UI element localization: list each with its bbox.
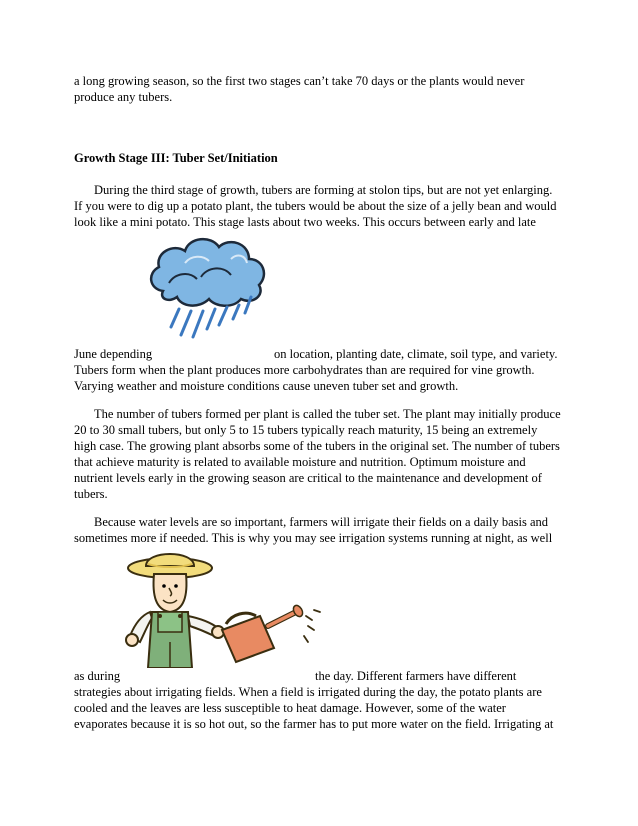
para3-line-5: cooled and the leaves are less susceptible to heat damage. However, some of the water [74, 701, 506, 715]
para1-split-right: on location, planting date, climate, soil type, and variety. [274, 347, 558, 361]
para3-line-2: sometimes more if needed. This is why you may see irrigation systems running at night, as well [74, 531, 553, 545]
para2-line-2: 20 to 30 small tubers, but only 5 to 15 tubers typically reach maturity, 15 being an extremely [74, 423, 538, 437]
para2-line-4: that achieve maturity is related to available moisture and nutrition. Optimum moisture and [74, 455, 526, 469]
para2-line-1: The number of tubers formed per plant is called the tuber set. The plant may initially produce [94, 407, 561, 421]
para2-line-5: nutrient levels early in the growing season are critical to the maintenance and development of [74, 471, 542, 485]
para2-line-6: tubers. [74, 487, 108, 501]
para3-split-left: as during [74, 669, 121, 683]
section-heading: Growth Stage III: Tuber Set/Initiation [74, 151, 278, 165]
para1-split-left: June depending [74, 347, 153, 361]
intro-line-2: produce any tubers. [74, 90, 173, 104]
para3-split-right: the day. Different farmers have different [315, 669, 517, 683]
para1-line-3: look like a mini potato. This stage lasts about two weeks. This occurs between early and late [74, 215, 536, 229]
para3-line-4: strategies about irrigating fields. When a field is irrigated during the day, the potato plants are [74, 685, 542, 699]
para1-line-5: Tubers form when the plant produces more carbohydrates than are required for vine growth. [74, 363, 535, 377]
rain-cloud-icon [145, 233, 270, 345]
intro-line-1: a long growing season, so the first two stages can’t take 70 days or the plants would never [74, 74, 525, 88]
para1-line-1: During the third stage of growth, tubers are forming at stolon tips, but are not yet enlarging. [94, 183, 553, 197]
farmer-with-watering-can-icon [118, 546, 328, 668]
para3-line-6: evaporates because it is so hot out, so the farmer has to put more water on the field. Irrigating at [74, 717, 554, 731]
para1-line-2: If you were to dig up a potato plant, the tubers would be about the size of a jelly bean and would [74, 199, 557, 213]
para2-line-3: high case. The growing plant absorbs some of the tubers in the original set. The number of tubers [74, 439, 560, 453]
para1-line-6: Varying weather and moisture conditions cause uneven tuber set and growth. [74, 379, 459, 393]
para3-line-1: Because water levels are so important, farmers will irrigate their fields on a daily basis and [94, 515, 549, 529]
